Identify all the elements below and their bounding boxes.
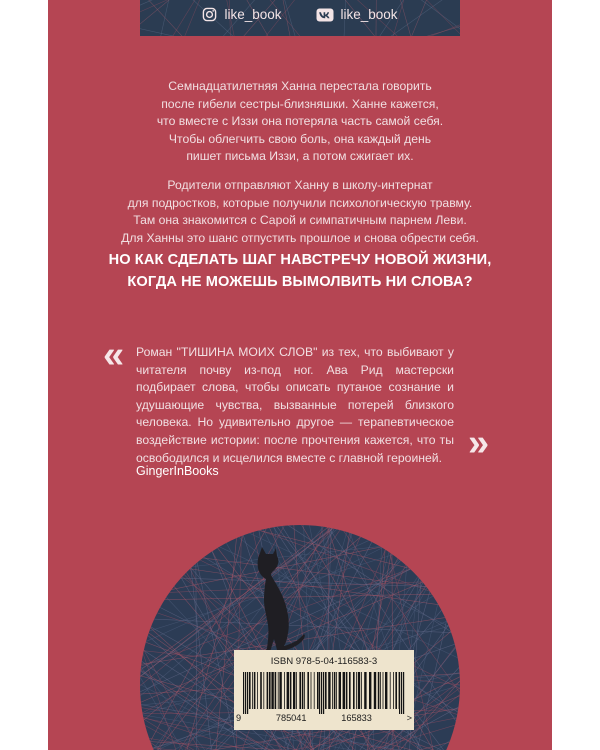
barcode-bar — [317, 672, 319, 709]
tagline-line: НО КАК СДЕЛАТЬ ШАГ НАВСТРЕЧУ НОВОЙ ЖИЗНИ, — [108, 252, 492, 268]
barcode-bar — [284, 672, 285, 709]
barcode-bar — [257, 672, 258, 709]
barcode-bar — [290, 672, 292, 709]
barcode-bar — [374, 672, 376, 709]
book-back-cover — [48, 0, 552, 750]
barcode-bar — [252, 672, 253, 709]
barcode-bar — [275, 672, 277, 709]
synopsis-line: Семнадцатилетняя Ханна перестала говорить — [168, 79, 432, 93]
barcode-bar — [356, 672, 357, 709]
barcode-bar — [395, 672, 397, 709]
barcode-bar — [349, 672, 351, 709]
tagline — [48, 249, 552, 293]
barcode-bar — [243, 672, 244, 714]
social-vk[interactable] — [316, 7, 398, 22]
synopsis-line: для подростков, которые получили психологическую травму. — [127, 195, 473, 210]
barcode-bar — [332, 672, 333, 709]
barcode-bar — [343, 672, 345, 709]
barcode-bar — [336, 672, 337, 709]
barcode-bar — [299, 672, 301, 709]
barcode-bar — [287, 672, 289, 709]
tagline-line: КОГДА НЕ МОЖЕШЬ ВЫМОЛВИТЬ НИ СЛОВА? — [127, 274, 473, 290]
barcode-bar — [390, 672, 391, 709]
barcode-bar — [403, 672, 404, 714]
barcode-bar — [321, 672, 322, 714]
barcode-end-mark: > — [406, 713, 412, 723]
barcode-bar — [311, 672, 312, 709]
top-band — [140, 0, 460, 36]
instagram-handle: like_book — [224, 7, 282, 22]
barcode-number — [236, 713, 412, 723]
barcode-digit-lead: 9 — [236, 713, 242, 723]
barcode-bar — [314, 672, 315, 709]
barcode-bar — [380, 672, 381, 709]
barcode-bar — [260, 672, 262, 709]
vk-icon — [316, 8, 334, 22]
social-instagram[interactable] — [202, 7, 281, 22]
barcode-bar — [383, 672, 384, 709]
barcode-bar — [269, 672, 271, 709]
barcode-bar — [247, 672, 248, 714]
cat-silhouette-icon — [246, 545, 308, 660]
quote-open-mark: « — [103, 334, 122, 376]
synopsis — [48, 78, 552, 247]
barcode-bar — [378, 672, 380, 709]
review-quote: Роман "ТИШИНА МОИХ СЛОВ" из тех, что выбивают у читателя почву из-под ног. Ава Рид мастерски подбирает слова, чтобы описать путаное сознание и удушающие чувства, вызванные потерей близкого человека. Но удивительно другое — терапевтическое воздействие истории: после прочтения кажется, что ты освободился и исцелился вместе с главной героиней. — [136, 345, 454, 465]
synopsis-line: после гибели сестры-близняшки. Ханне кажется, — [161, 96, 439, 111]
barcode-bar — [254, 672, 256, 709]
barcode-bar — [323, 672, 324, 714]
barcode-bar — [267, 672, 269, 709]
synopsis-line: Чтобы облегчить свою боль, она каждый день — [168, 131, 432, 146]
barcode-bar — [361, 672, 362, 709]
barcode-bar — [263, 672, 264, 709]
barcode-bar — [302, 672, 304, 709]
barcode-bar — [319, 672, 320, 714]
barcode-bar — [249, 672, 251, 709]
barcode-bar — [369, 672, 371, 709]
synopsis-line: что вместе с Иззи она потеряла часть самой себя. — [156, 114, 444, 129]
barcode-bar — [279, 672, 281, 709]
review-author: GingerInBooks — [136, 464, 219, 478]
barcode-bar — [304, 672, 305, 709]
synopsis-line: пишет письма Иззи, а потом сжигает их. — [186, 149, 414, 164]
instagram-icon — [202, 7, 217, 22]
barcode-bar — [393, 672, 394, 709]
barcode-bar — [385, 672, 387, 709]
barcode-bar — [358, 672, 360, 709]
vk-handle: like_book — [340, 7, 398, 22]
synopsis-line: Там она знакомится с Сарой и симпатичным парнем Леви. — [133, 213, 467, 228]
barcode-bar — [334, 672, 336, 709]
barcode-bar — [339, 672, 341, 709]
barcode-bar — [346, 672, 348, 709]
barcode-bar — [296, 672, 297, 709]
barcode-digits-left: 785041 — [275, 713, 307, 723]
social-links — [140, 7, 460, 22]
barcode-bar — [328, 672, 330, 709]
barcode-label — [234, 650, 414, 730]
barcode-bar — [401, 672, 402, 714]
barcode-bar — [307, 672, 309, 709]
barcode-bar — [293, 672, 295, 709]
barcode — [243, 672, 405, 714]
barcode-bar — [399, 672, 400, 714]
barcode-digits-right: 165833 — [341, 713, 372, 723]
quote-close-mark: » — [468, 422, 487, 464]
synopsis-line: Для Ханны это шанс отпустить прошлое и снова обрести себя. — [121, 230, 479, 245]
barcode-bar — [271, 672, 273, 709]
barcode-bar — [353, 672, 355, 709]
barcode-bar — [325, 672, 327, 709]
barcode-bar — [278, 672, 279, 709]
synopsis-line: Родители отправляют Ханну в школу-интернат — [167, 177, 433, 192]
barcode-bar — [364, 672, 366, 709]
barcode-bar — [245, 672, 246, 714]
isbn-text: ISBN 978-5-04-116583-3 — [270, 656, 378, 667]
